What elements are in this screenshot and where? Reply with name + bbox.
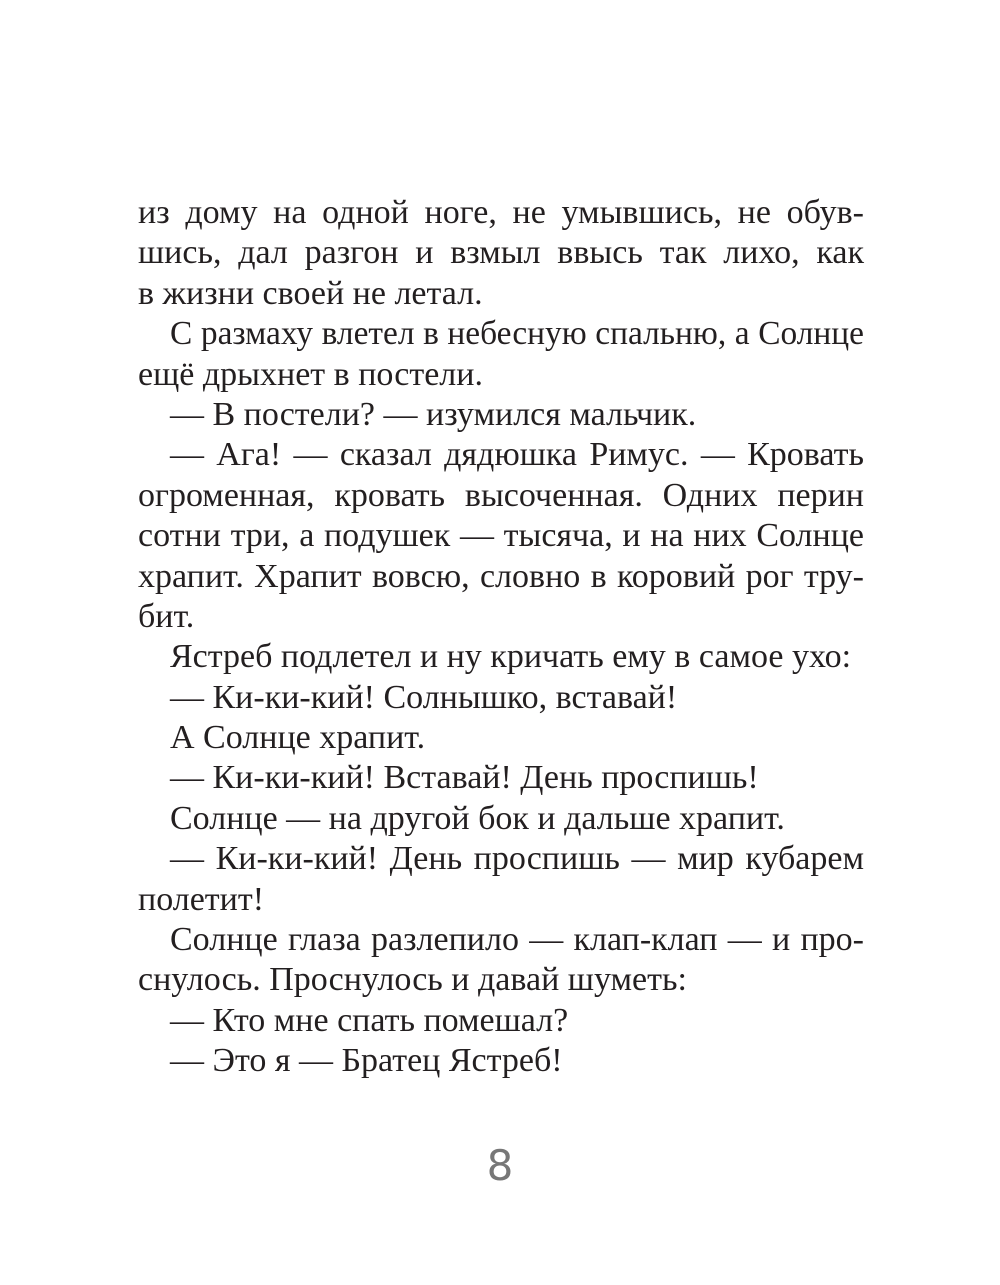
text-line: С размаху влетел в небесную спальню, а Солнце [170, 315, 864, 353]
page-number: 8 [486, 1141, 514, 1190]
text-line: бит. [138, 597, 195, 635]
text-line: снулось. Проснулось и давай шуметь: [138, 961, 687, 999]
text-line: — Это я — Братец Ястреб! [170, 1042, 563, 1080]
body-text [138, 193, 864, 1082]
text-line: из дому на одной ноге, не умывшись, не обув- [138, 194, 864, 231]
text-line: храпит. Храпит вовсю, словно в коровий рог тру- [138, 557, 864, 595]
text-line: — Кто мне спать помешал? [170, 1001, 569, 1039]
text-line: Ястреб подлетел и ну кричать ему в самое ухо: [170, 638, 852, 676]
text-line: — Ки-ки-кий! Солнышко, вставай! [170, 678, 678, 716]
text-line: ещё дрыхнет в постели. [138, 355, 483, 393]
text-line: в жизни своей не летал. [138, 274, 483, 312]
text-line: огроменная, кровать высоченная. Одних перин [138, 476, 864, 514]
text-line: Солнце — на другой бок и дальше храпит. [170, 799, 785, 837]
text-line: — Ки-ки-кий! Вставай! День проспишь! [170, 759, 759, 797]
text-line: шись, дал разгон и взмыл ввысь так лихо, как [138, 234, 864, 272]
text-line: — Ага! — сказал дядюшка Римус. — Кровать [170, 436, 864, 474]
text-line: полетит! [138, 880, 265, 918]
text-line: — В постели? — изумился мальчик. [170, 395, 697, 433]
text-line: — Ки-ки-кий! День проспишь — мир кубарем [170, 840, 864, 878]
text-line: Солнце глаза разлепило — клап-клап — и про- [170, 921, 864, 959]
text-line: сотни три, а подушек — тысяча, и на них Солнце [138, 517, 864, 555]
text-line: А Солнце храпит. [170, 719, 426, 757]
